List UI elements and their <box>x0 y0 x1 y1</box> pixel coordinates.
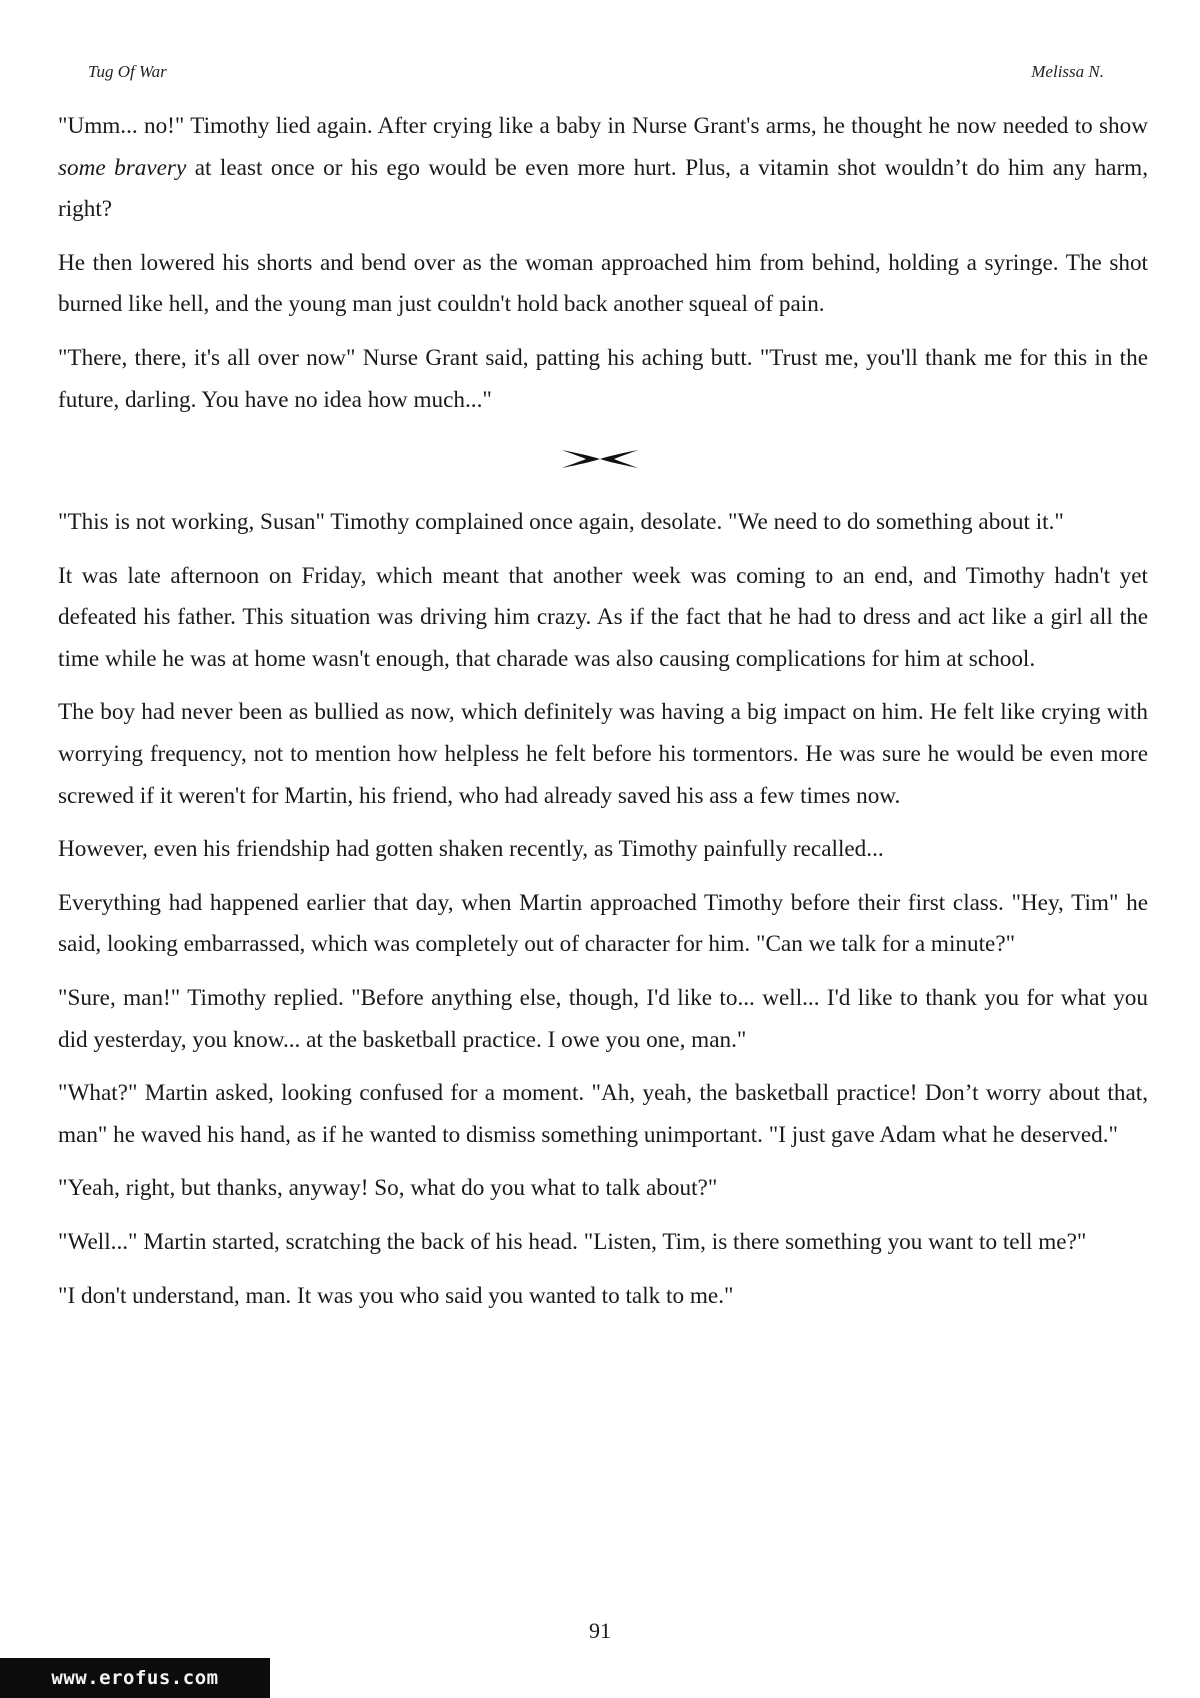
paragraph: The boy had never been as bullied as now, which definitely was having a big impact on him. He felt like crying with worrying frequency, not to mention how helpless he felt before his tormentors. He was sure he would be even more screwed if it weren't for Martin, his friend, who had already saved his ass a few times now. <box>58 699 1148 809</box>
paragraph: Everything had happened earlier that day, when Martin approached Timothy before their first class. "Hey, Tim" he said, looking embarrassed, which was completely out of character for him. "Can we talk for a minute?" <box>58 889 1148 958</box>
section-two-text <box>58 502 1148 1329</box>
paragraph <box>58 106 1148 231</box>
paragraph: "Well..." Martin started, scratching the back of his head. "Listen, Tim, is there something you want to tell me?" <box>58 1228 1087 1255</box>
running-head-author: Melissa N. <box>1031 62 1104 81</box>
paragraph-text: "Umm... no!" Timothy lied again. After crying like a baby in Nurse Grant's arms, he thought he now needed to show <box>58 113 1148 139</box>
paragraph: "Yeah, right, but thanks, anyway! So, what do you what to talk about?" <box>58 1175 718 1202</box>
running-head-book-title: Tug Of War <box>88 62 167 81</box>
paragraph: "There, there, it's all over now" Nurse Grant said, patting his aching butt. "Trust me, you'll thank me for this in the future, darling. You have no idea how much..." <box>58 344 1148 413</box>
paragraph: "This is not working, Susan" Timothy complained once again, desolate. "We need to do something about it." <box>58 509 1064 535</box>
paragraph-text: at least once or his ego would be even more hurt. Plus, a vitamin shot wouldn’t do him any harm, right? <box>58 154 1149 223</box>
paragraph: It was late afternoon on Friday, which meant that another week was coming to an end, and Timothy hadn't yet defeated his father. This situation was driving him crazy. As if the fact that he had to dress and act like a girl all the time while he was at home wasn't enough, that charade was also causing complications for him at school. <box>58 562 1148 672</box>
paragraph: However, even his friendship had gotten shaken recently, as Timothy painfully recalled... <box>58 836 884 863</box>
emphasized-text: some bravery <box>58 154 187 181</box>
paragraph: "Sure, man!" Timothy replied. "Before anything else, though, I'd like to... well... I'd like to thank you for what you did yesterday, you know... at the basketball practice. I owe you one, man." <box>58 984 1148 1053</box>
scissors-ornament-icon <box>560 446 640 472</box>
section-one-text <box>58 106 1148 433</box>
watermark-logo: www.erofus.com <box>0 1658 270 1698</box>
paragraph: He then lowered his shorts and bend over as the woman approached him from behind, holding a syringe. The shot burned like hell, and the young man just couldn't hold back another squeal of pain. <box>58 249 1148 318</box>
page-number: 91 <box>589 1618 611 1643</box>
paragraph: "I don't understand, man. It was you who said you wanted to talk to me." <box>58 1282 734 1309</box>
paragraph: "What?" Martin asked, looking confused for a moment. "Ah, yeah, the basketball practice! Don’t worry about that, man" he waved his hand, as if he wanted to dismiss something unimportant. "I just gave Adam what he deserved." <box>58 1080 1148 1148</box>
